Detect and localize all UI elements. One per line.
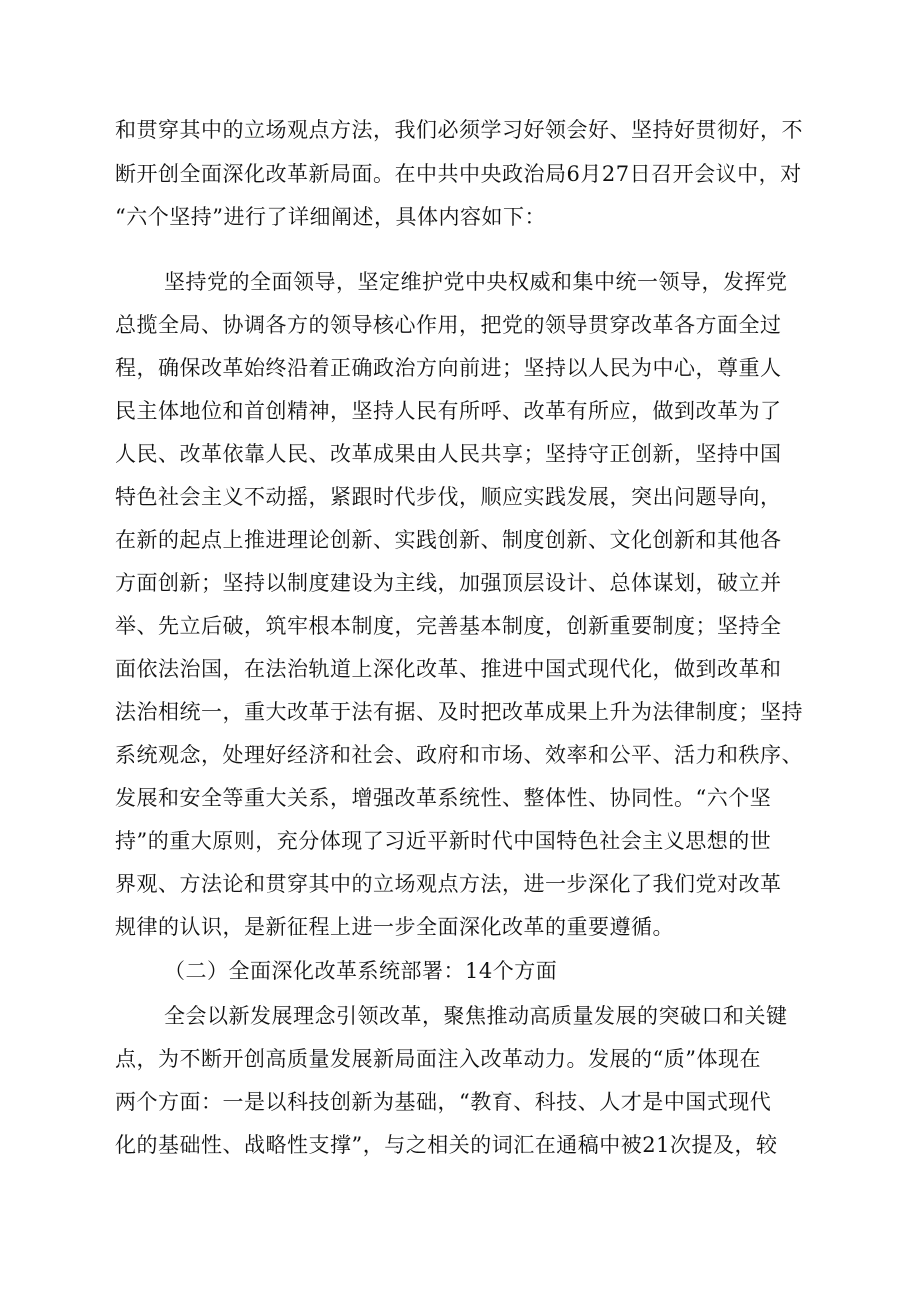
text-line: 断开创全面深化改革新局面。在中共中央政治局6月27日召开会议中，对 (115, 162, 802, 186)
text-line: 方面创新；坚持以制度建设为主线，加强顶层设计、总体谋划，破立并 (115, 571, 782, 595)
text-line: “六个坚持”进行了详细阐述，具体内容如下： (115, 205, 546, 229)
text-line: 人民、改革依靠人民、改革成果由人民共享；坚持守正创新，坚持中国 (115, 442, 782, 466)
text-line: 特色社会主义不动摇，紧跟时代步伐，顺应实践发展，突出问题导向， (115, 485, 782, 509)
text-line: 发展和安全等重大关系，增强改革系统性、整体性、协同性。“六个坚 (115, 786, 772, 810)
text-line: 和贯穿其中的立场观点方法，我们必须学习好领会好、坚持好贯彻好，不 (115, 118, 803, 142)
text-line: 两个方面：一是以科技创新为基础，“教育、科技、人才是中国式现代 (115, 1090, 772, 1114)
text-line: 持”的重大原则，充分体现了习近平新时代中国特色社会主义思想的世 (115, 829, 772, 853)
paragraph-first-line: 坚持党的全面领导，坚定维护党中央权威和集中统一领导，发挥党 (164, 270, 788, 294)
text-line: 民主体地位和首创精神，坚持人民有所呼、改革有所应，做到改革为了 (115, 399, 782, 423)
text-line: 系统观念，处理好经济和社会、政府和市场、效率和公平、活力和秩序、 (115, 743, 803, 767)
paragraph-first-line: 全会以新发展理念引领改革，聚焦推动高质量发展的突破口和关键 (164, 1004, 788, 1028)
section-heading: （二）全面深化改革系统部署：14个方面 (164, 959, 558, 983)
text-line: 点，为不断开创高质量发展新局面注入改革动力。发展的“质”体现在 (115, 1047, 761, 1071)
text-line: 总揽全局、协调各方的领导核心作用，把党的领导贯穿改革各方面全过 (115, 313, 782, 337)
text-line: 规律的认识，是新征程上进一步全面深化改革的重要遵循。 (115, 915, 674, 939)
text-line: 界观、方法论和贯穿其中的立场观点方法，进一步深化了我们党对改革 (115, 872, 782, 896)
text-line: 程，确保改革始终沿着正确政治方向前进；坚持以人民为中心，尊重人 (115, 356, 782, 380)
text-line: 化的基础性、战略性支撑”，与之相关的词汇在通稿中被21次提及，较 (115, 1133, 778, 1157)
text-line: 在新的起点上推进理论创新、实践创新、制度创新、文化创新和其他各 (115, 528, 782, 552)
text-line: 面依法治国，在法治轨道上深化改革、推进中国式现代化，做到改革和 (115, 657, 782, 681)
text-line: 法治相统一，重大改革于法有据、及时把改革成果上升为法律制度；坚持 (115, 700, 803, 724)
text-line: 举、先立后破，筑牢根本制度，完善基本制度，创新重要制度；坚持全 (115, 614, 782, 638)
